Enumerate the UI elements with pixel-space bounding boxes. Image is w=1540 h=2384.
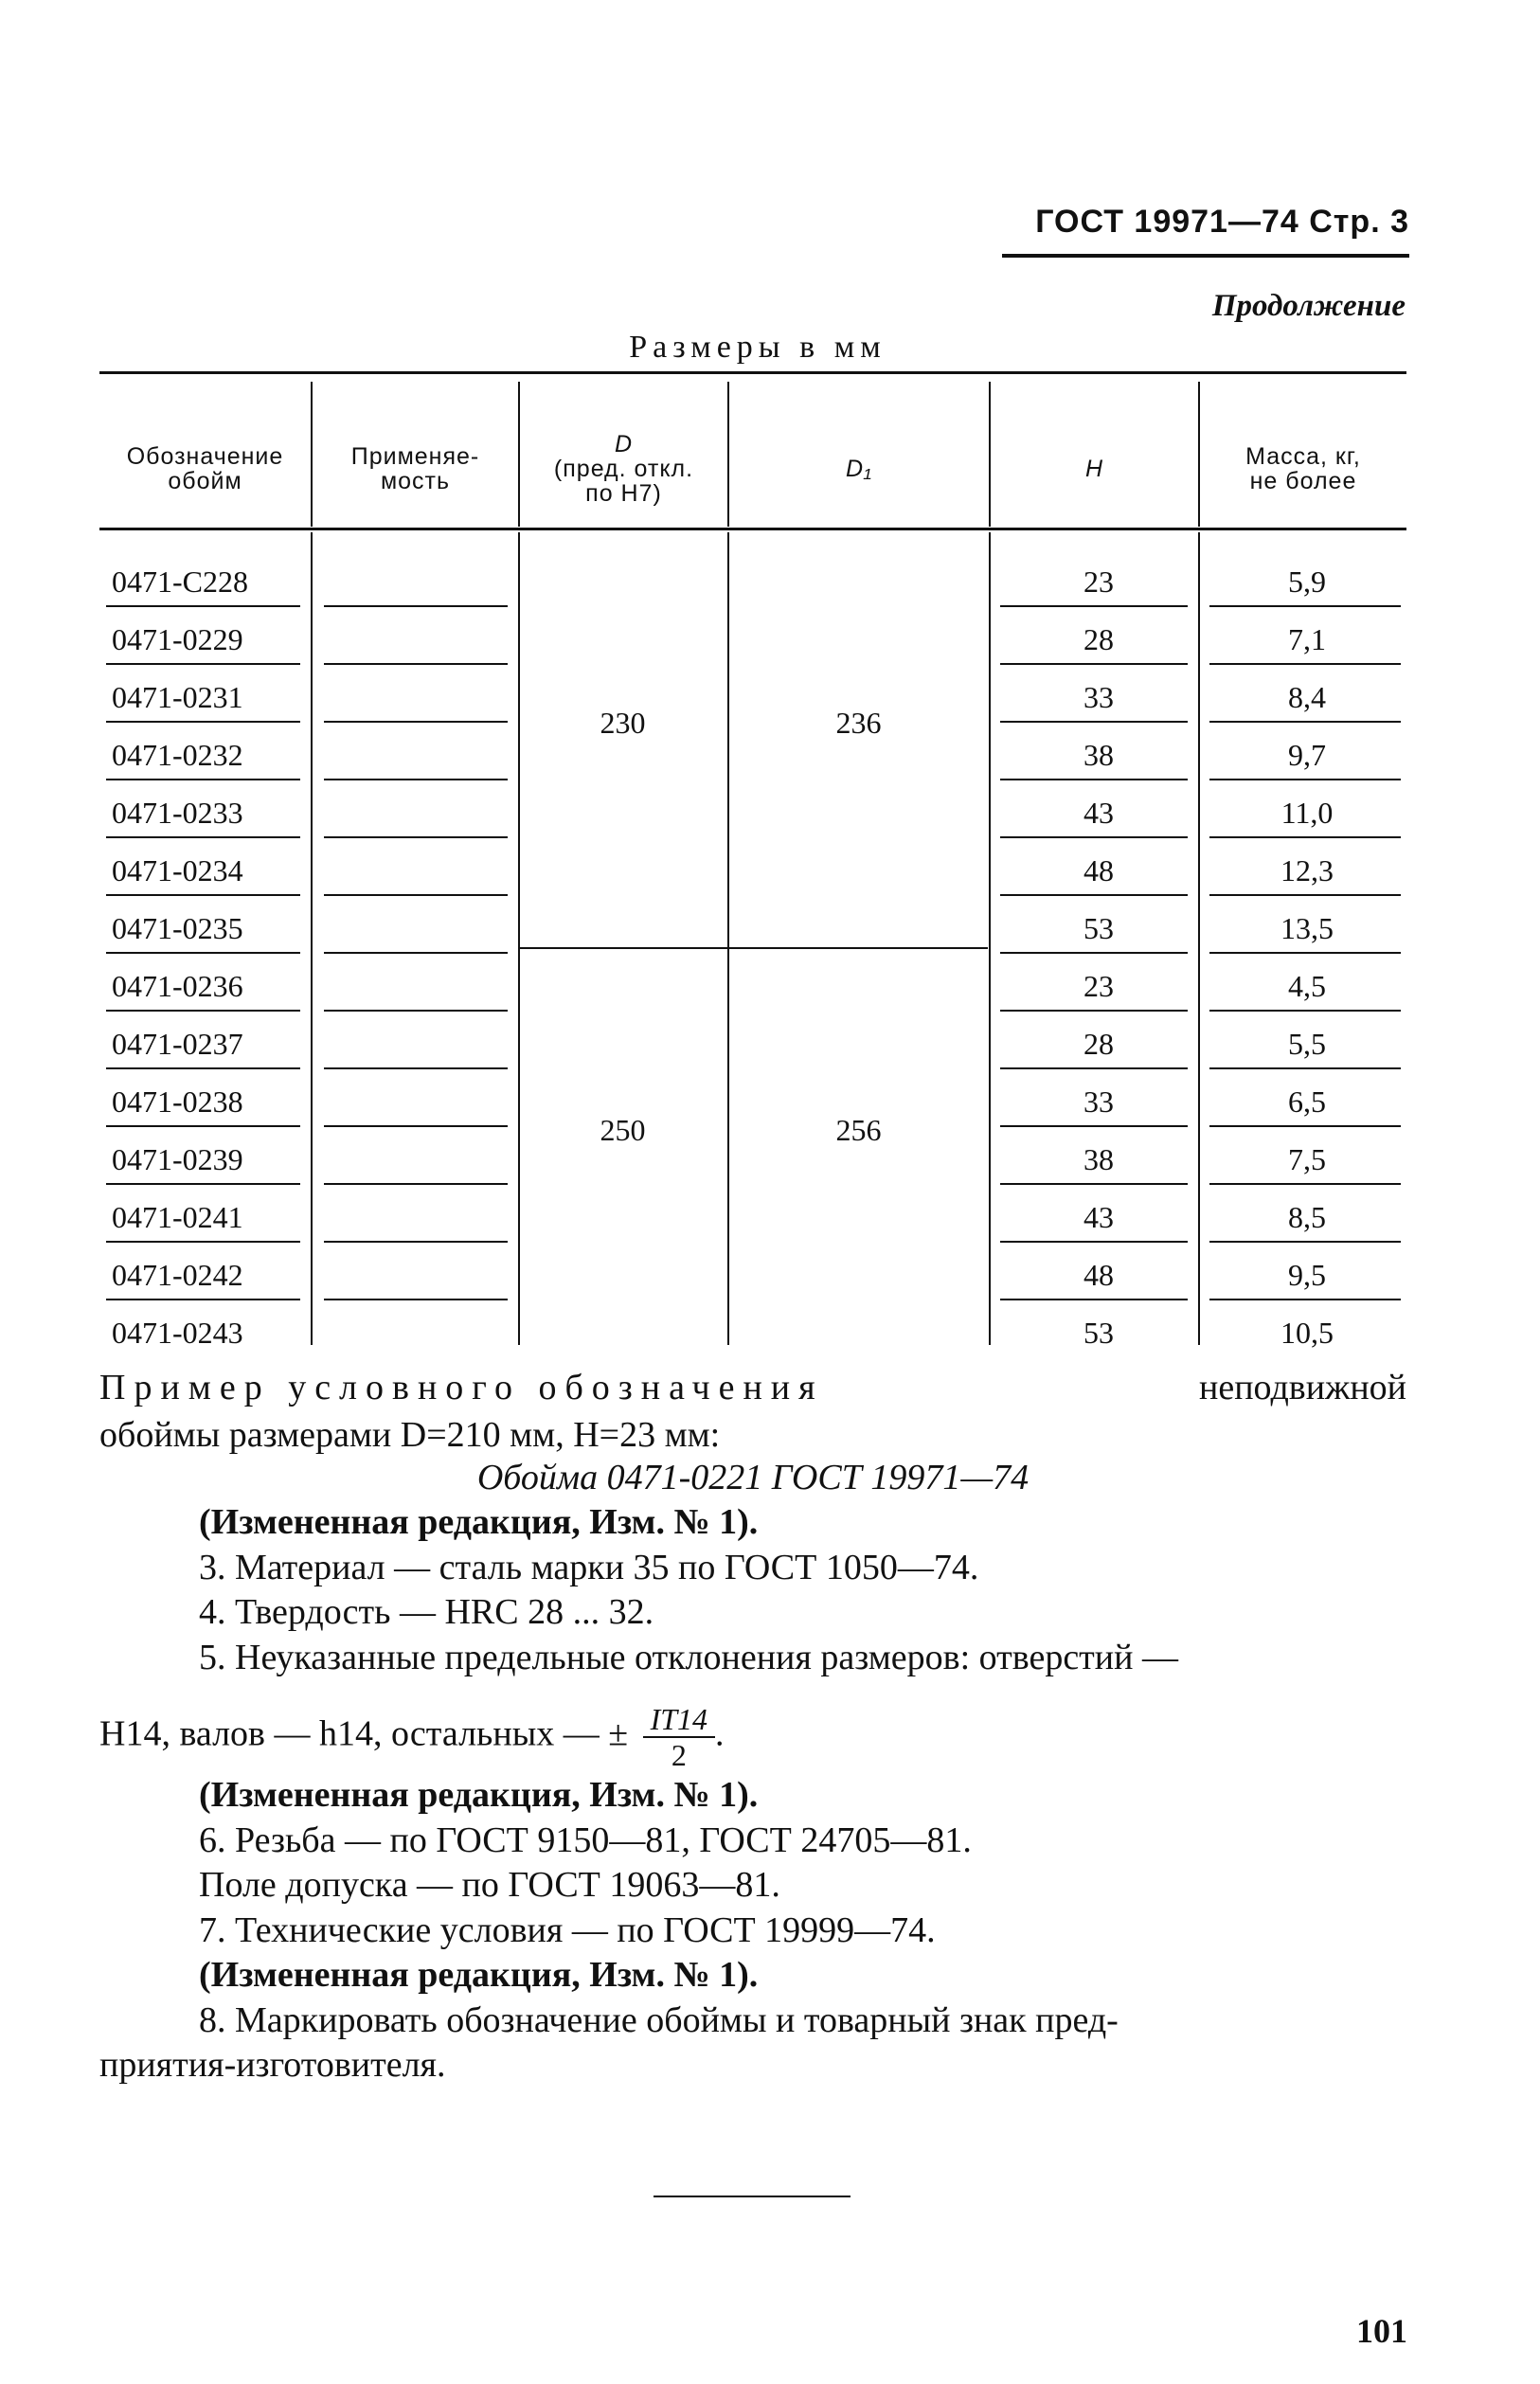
row-mass: 7,1 bbox=[1288, 622, 1326, 656]
row-rule bbox=[1209, 1241, 1401, 1243]
row-code: 0471-0241 bbox=[112, 1200, 243, 1234]
group-separator bbox=[519, 947, 988, 949]
row-rule bbox=[1209, 779, 1401, 780]
fraction-numerator: IT14 bbox=[643, 1702, 715, 1738]
row-mass: 5,9 bbox=[1288, 565, 1326, 599]
group-2-d-value: 250 bbox=[600, 1113, 646, 1147]
row-rule bbox=[324, 1067, 508, 1069]
row-rule bbox=[1209, 1299, 1401, 1300]
item-3: 3. Материал — сталь марки 35 по ГОСТ 1050—74. bbox=[199, 1548, 979, 1587]
row-h: 38 bbox=[1083, 738, 1114, 772]
item-5-line-2 bbox=[99, 1702, 1406, 1772]
table-header-rule bbox=[99, 528, 1406, 530]
header-rule bbox=[1002, 254, 1409, 258]
row-rule bbox=[1000, 779, 1188, 780]
row-h: 43 bbox=[1083, 1200, 1114, 1234]
row-mass: 7,5 bbox=[1288, 1142, 1326, 1176]
item-8-line-2: приятия-изготовителя. bbox=[99, 2045, 446, 2085]
row-rule bbox=[1000, 1183, 1188, 1185]
row-rule bbox=[324, 1241, 508, 1243]
row-mass: 6,5 bbox=[1288, 1084, 1326, 1119]
row-rule bbox=[106, 1241, 300, 1243]
row-rule bbox=[324, 894, 508, 896]
fraction-denominator: 2 bbox=[671, 1738, 687, 1772]
example-lead-end: неподвижной bbox=[1199, 1368, 1406, 1407]
row-h: 23 bbox=[1083, 565, 1114, 599]
row-rule bbox=[1209, 1067, 1401, 1069]
row-rule bbox=[1209, 952, 1401, 954]
col-header-designation: Обозначение обойм bbox=[126, 442, 284, 494]
row-h: 43 bbox=[1083, 796, 1114, 830]
row-rule bbox=[1000, 663, 1188, 665]
row-code: 0471-C228 bbox=[112, 565, 248, 599]
row-h: 28 bbox=[1083, 1027, 1114, 1061]
tolerance-fraction bbox=[643, 1702, 715, 1772]
row-rule bbox=[1000, 1010, 1188, 1012]
col-header-mass: Масса, кг, не более bbox=[1245, 442, 1361, 494]
row-mass: 9,7 bbox=[1288, 738, 1326, 772]
row-rule bbox=[1000, 952, 1188, 954]
row-rule bbox=[1209, 663, 1401, 665]
example-paragraph bbox=[99, 1364, 1406, 1411]
row-h: 33 bbox=[1083, 680, 1114, 714]
row-rule bbox=[324, 836, 508, 838]
row-rule bbox=[106, 605, 300, 607]
example-designation: Обойма 0471-0221 ГОСТ 19971—74 bbox=[476, 1458, 1030, 1497]
amendment-note-1: (Измененная редакция, Изм. № 1). bbox=[199, 1502, 759, 1542]
row-rule bbox=[106, 1010, 300, 1012]
row-rule bbox=[1209, 605, 1401, 607]
row-rule bbox=[1000, 894, 1188, 896]
row-mass: 4,5 bbox=[1288, 969, 1326, 1003]
row-h: 28 bbox=[1083, 622, 1114, 656]
table-top-rule bbox=[99, 371, 1406, 374]
row-mass: 12,3 bbox=[1280, 853, 1334, 887]
item-6-tolerance: Поле допуска — по ГОСТ 19063—81. bbox=[199, 1865, 780, 1905]
row-mass: 13,5 bbox=[1280, 911, 1334, 945]
amendment-note-3: (Измененная редакция, Изм. № 1). bbox=[199, 1955, 759, 1995]
item-5: 5. Неуказанные предельные отклонения размеров: отверстий — bbox=[199, 1638, 1178, 1677]
row-rule bbox=[106, 952, 300, 954]
document-header: ГОСТ 19971—74 Стр. 3 bbox=[1035, 204, 1409, 240]
col-header-h: H bbox=[1084, 455, 1104, 482]
row-rule bbox=[1000, 1299, 1188, 1300]
row-mass: 9,5 bbox=[1288, 1258, 1326, 1292]
row-mass: 8,5 bbox=[1288, 1200, 1326, 1234]
row-rule bbox=[324, 1010, 508, 1012]
row-rule bbox=[1000, 1125, 1188, 1127]
row-rule bbox=[1000, 1241, 1188, 1243]
row-h: 33 bbox=[1083, 1084, 1114, 1119]
row-h: 48 bbox=[1083, 853, 1114, 887]
row-rule bbox=[106, 779, 300, 780]
row-rule bbox=[106, 1183, 300, 1185]
group-2-d1-value: 256 bbox=[835, 1113, 882, 1147]
row-code: 0471-0242 bbox=[112, 1258, 243, 1292]
example-lead: Пример условного обозначения bbox=[99, 1368, 824, 1407]
item-6: 6. Резьба — по ГОСТ 9150—81, ГОСТ 24705—81. bbox=[199, 1820, 972, 1860]
row-mass: 8,4 bbox=[1288, 680, 1326, 714]
row-rule bbox=[1209, 836, 1401, 838]
col-header-d1: D₁ bbox=[846, 455, 872, 482]
row-rule bbox=[1209, 1183, 1401, 1185]
col-header-d: D (пред. откл. по H7) bbox=[553, 430, 694, 508]
row-h: 53 bbox=[1083, 1316, 1114, 1350]
row-code: 0471-0231 bbox=[112, 680, 243, 714]
row-code: 0471-0238 bbox=[112, 1084, 243, 1119]
row-h: 48 bbox=[1083, 1258, 1114, 1292]
example-line-2: обоймы размерами D=210 мм, H=23 мм: bbox=[99, 1415, 721, 1455]
row-rule bbox=[1209, 1010, 1401, 1012]
row-rule bbox=[324, 1183, 508, 1185]
row-code: 0471-0232 bbox=[112, 738, 243, 772]
table-units-caption: Размеры в мм bbox=[629, 330, 886, 365]
page-number: 101 bbox=[1356, 2312, 1407, 2350]
item-8: 8. Маркировать обозначение обоймы и товарный знак пред- bbox=[199, 2000, 1119, 2040]
continuation-label: Продолжение bbox=[1211, 289, 1406, 323]
row-rule bbox=[106, 721, 300, 723]
row-code: 0471-0229 bbox=[112, 622, 243, 656]
row-code: 0471-0239 bbox=[112, 1142, 243, 1176]
row-mass: 11,0 bbox=[1280, 796, 1334, 830]
group-1-d-value: 230 bbox=[600, 706, 646, 740]
amendment-note-2: (Измененная редакция, Изм. № 1). bbox=[199, 1775, 759, 1815]
row-rule bbox=[324, 721, 508, 723]
item-7: 7. Технические условия — по ГОСТ 19999—74. bbox=[199, 1910, 936, 1950]
row-rule bbox=[324, 952, 508, 954]
row-rule bbox=[106, 663, 300, 665]
row-code: 0471-0243 bbox=[112, 1316, 243, 1350]
row-rule bbox=[1209, 721, 1401, 723]
item-4: 4. Твердость — HRC 28 ... 32. bbox=[199, 1592, 654, 1632]
col-divider bbox=[311, 532, 313, 1345]
row-rule bbox=[324, 1125, 508, 1127]
col-header-applicability: Применяе- мость bbox=[350, 442, 480, 494]
row-rule bbox=[1000, 605, 1188, 607]
row-rule bbox=[1209, 1125, 1401, 1127]
row-mass: 5,5 bbox=[1288, 1027, 1326, 1061]
col-divider bbox=[518, 532, 520, 1345]
row-code: 0471-0237 bbox=[112, 1027, 243, 1061]
row-code: 0471-0233 bbox=[112, 796, 243, 830]
group-1-d1-value: 236 bbox=[835, 706, 882, 740]
row-rule bbox=[1000, 1067, 1188, 1069]
row-rule bbox=[106, 1125, 300, 1127]
footer-rule bbox=[654, 2196, 851, 2197]
row-h: 53 bbox=[1083, 911, 1114, 945]
row-rule bbox=[324, 663, 508, 665]
row-rule bbox=[106, 836, 300, 838]
row-rule bbox=[1209, 894, 1401, 896]
row-rule bbox=[1000, 721, 1188, 723]
row-rule bbox=[106, 894, 300, 896]
row-rule bbox=[1000, 836, 1188, 838]
row-h: 23 bbox=[1083, 969, 1114, 1003]
row-rule bbox=[324, 605, 508, 607]
row-code: 0471-0236 bbox=[112, 969, 243, 1003]
row-code: 0471-0235 bbox=[112, 911, 243, 945]
item-5-text: H14, валов — h14, остальных — ± bbox=[99, 1713, 629, 1754]
row-code: 0471-0234 bbox=[112, 853, 243, 887]
row-rule bbox=[106, 1299, 300, 1300]
fraction-period: . bbox=[715, 1713, 725, 1754]
row-h: 38 bbox=[1083, 1142, 1114, 1176]
row-mass: 10,5 bbox=[1280, 1316, 1334, 1350]
row-rule bbox=[324, 779, 508, 780]
col-divider bbox=[727, 532, 729, 1345]
row-rule bbox=[106, 1067, 300, 1069]
row-rule bbox=[324, 1299, 508, 1300]
